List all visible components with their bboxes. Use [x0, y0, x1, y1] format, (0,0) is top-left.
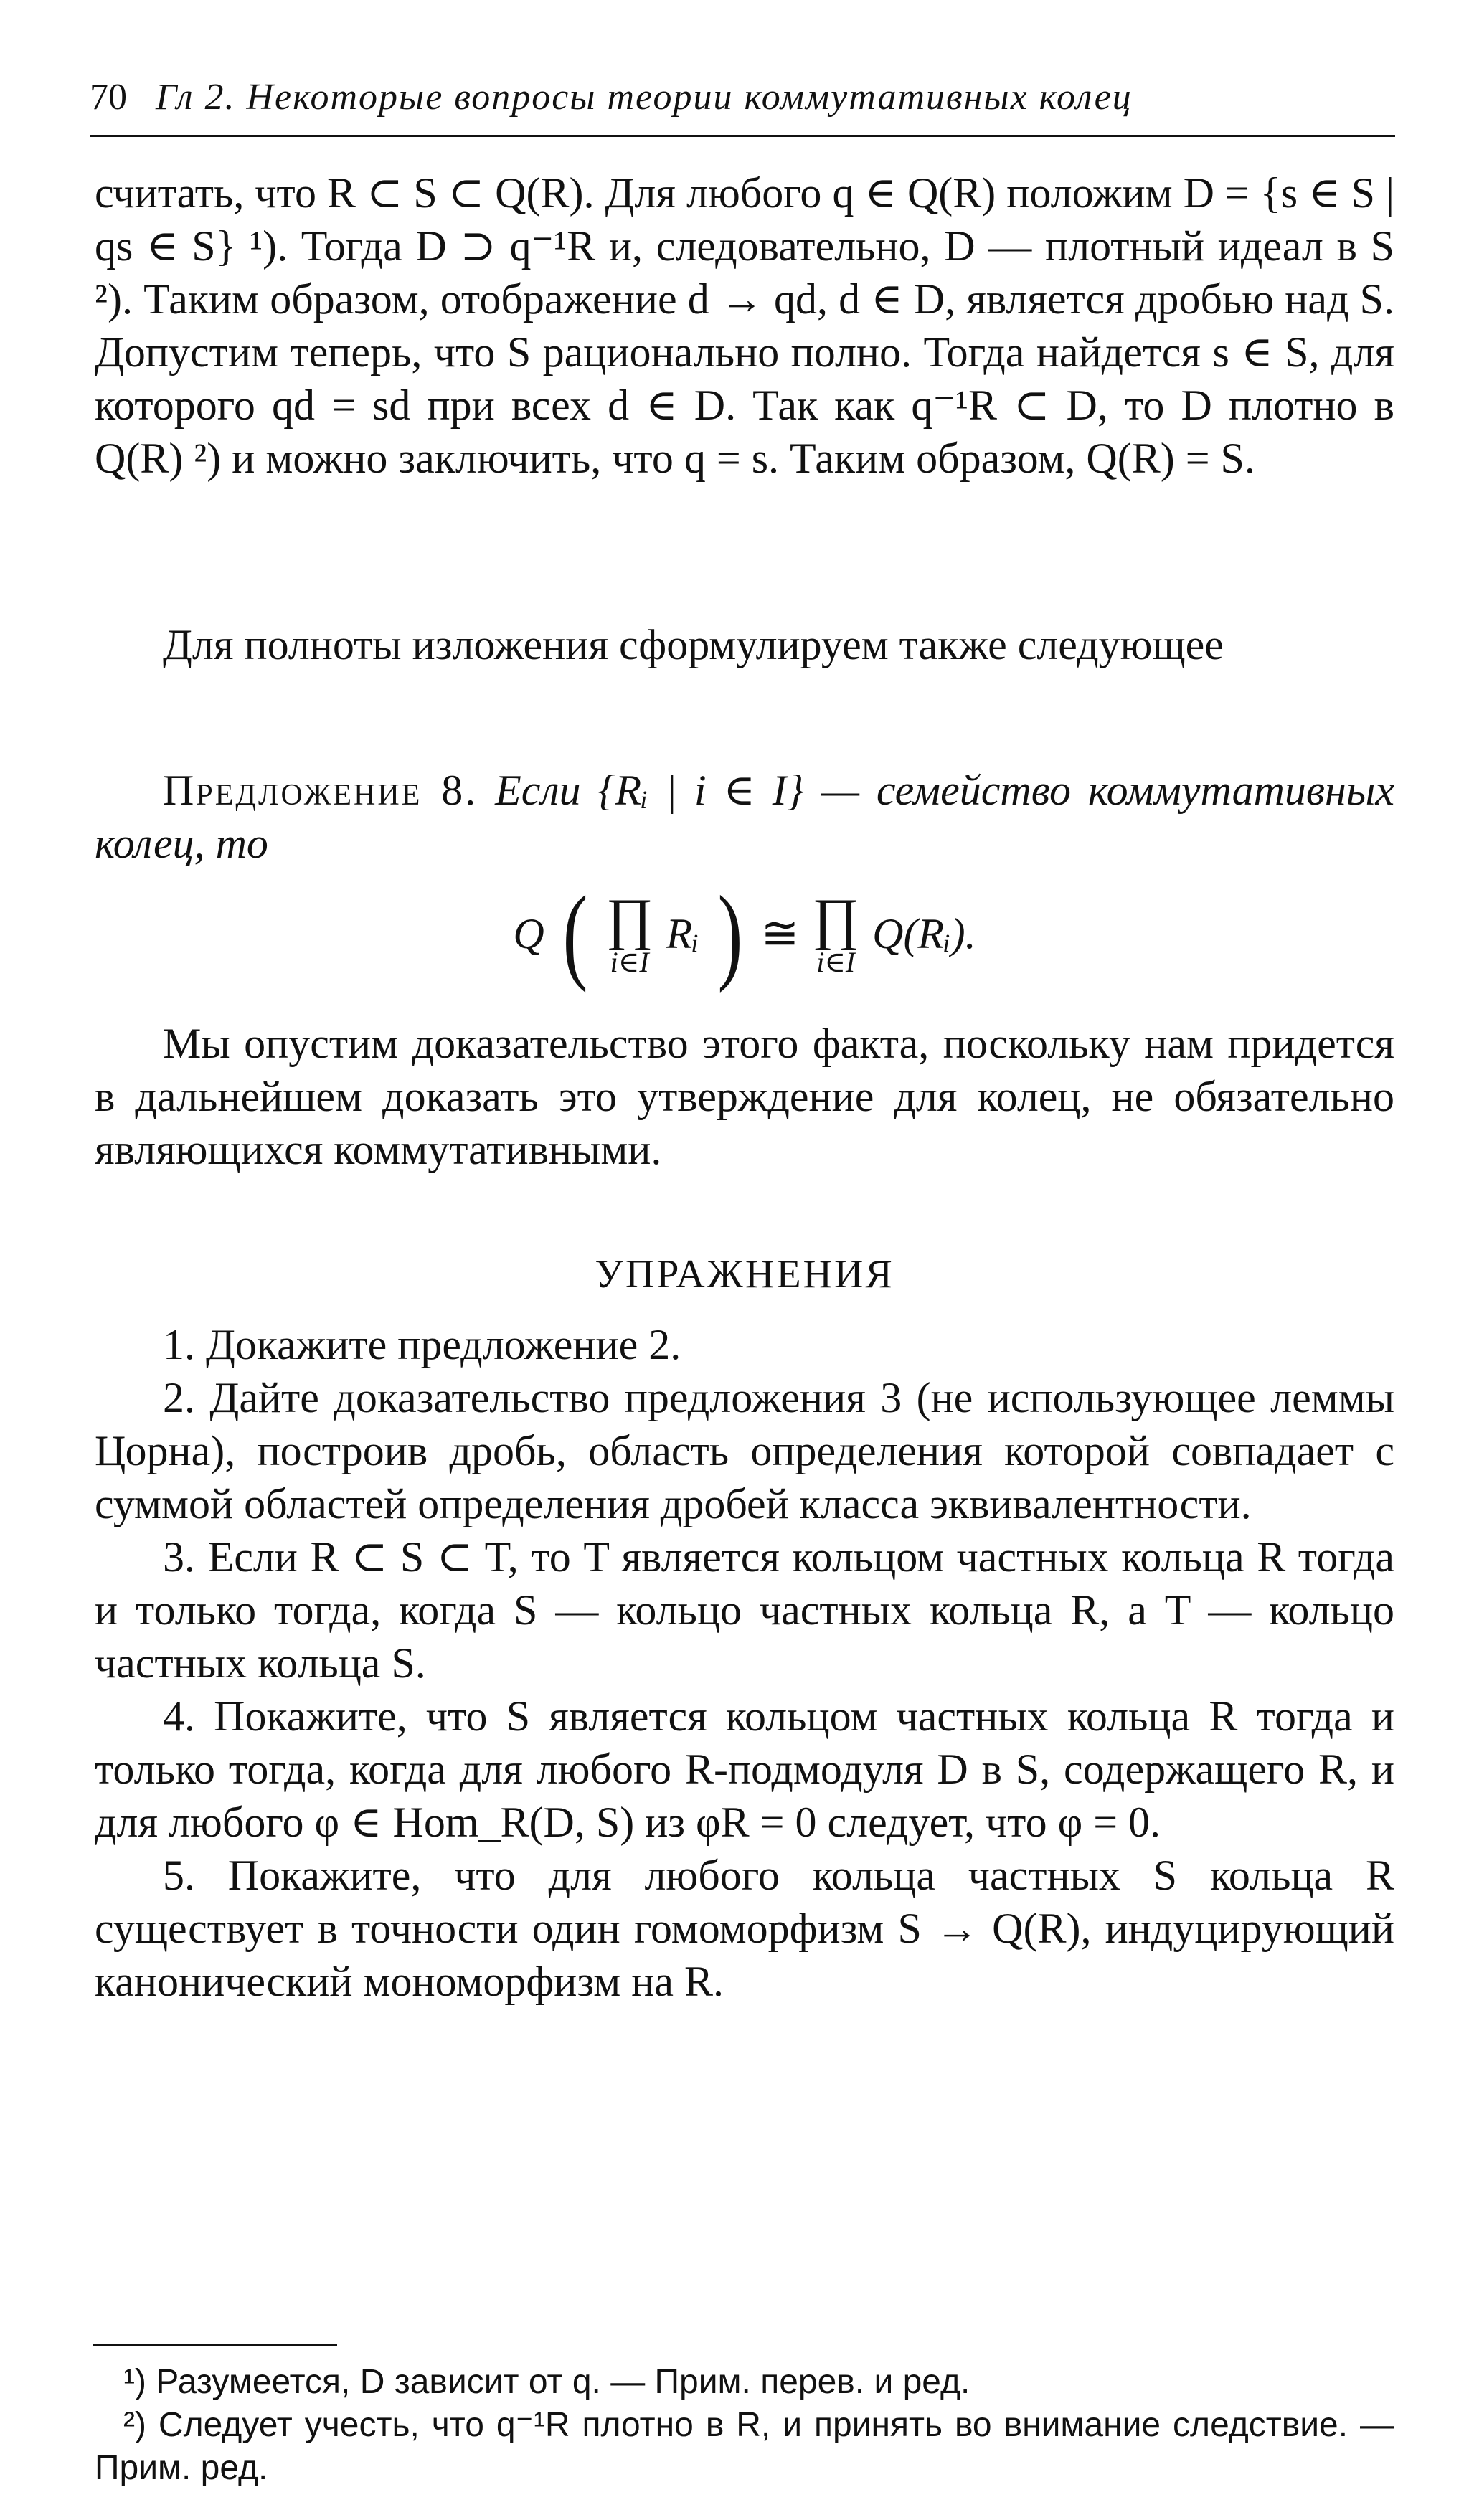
proposition-label: Предложение 8. — [163, 767, 478, 814]
proposition-statement — [95, 764, 1394, 870]
formula-block — [95, 871, 1394, 1008]
exercises-heading: УПРАЖНЕНИЯ — [595, 1252, 894, 1297]
page-number: 70 — [90, 77, 127, 118]
paragraph-1: считать, что R ⊂ S ⊂ Q(R). Для любого q ∈ Q(R) положим D = {s ∈ S | qs ∈ S} ¹). Тогда D ⊃ q⁻¹R и, следовательно, D — плотный идеал в S ²). Таким образом, отображение d → qd, d ∈ D, является дробью над S. Допустим теперь, что S рационально полно. Тогда найдется s ∈ S, для которого qd = sd при всех d ∈ D. Так как q⁻¹R ⊂ D, то D плотно в Q(R) ²) и можно заключить, что q = s. Таким образом, Q(R) = S. — [95, 169, 1394, 482]
product-right — [812, 888, 860, 978]
product-symbol-left: ∏ — [605, 888, 653, 951]
product-left — [605, 888, 653, 978]
running-header — [90, 75, 1395, 120]
footnotes — [95, 2361, 1394, 2490]
formula — [513, 874, 976, 993]
exercise-2: 2. Дайте доказательство предложения 3 (не использующее леммы Цорна), построив дробь, область определения которой совпадает с суммой областей определения дробей класса эквивалентности. — [95, 1374, 1394, 1527]
formula-factor: Rᵢ — [666, 910, 699, 957]
footnote-rule — [93, 2344, 337, 2346]
paragraph-2-block — [95, 618, 1394, 671]
exercise-5: 5. Покажите, что для любого кольца частных S кольца R существует в точности один гомоморфизм S → Q(R), индуцирующий канонический мономорфизм на R. — [95, 1852, 1394, 2005]
formula-q: Q — [513, 910, 544, 957]
proposition-text: Если {Rᵢ | i ∈ I} — семейство коммутативных колец, то — [95, 767, 1395, 867]
paragraph-3-block — [95, 1017, 1394, 1176]
product-index-left: i∈I — [610, 946, 649, 978]
exercises-heading-block — [95, 1248, 1394, 1301]
footnote-2: ²) Следует учесть, что q⁻¹R плотно в R, и принять во внимание следствие. — Прим. ред. — [95, 2406, 1394, 2487]
formula-rhs: Q(Rᵢ). — [872, 910, 976, 957]
footnote-1: ¹) Разумеется, D зависит от q. — Прим. перев. и ред. — [123, 2363, 970, 2401]
main-text — [95, 166, 1394, 485]
header-rule — [90, 135, 1395, 137]
paragraph-2: Для полноты изложения сформулируем также следующее — [163, 621, 1224, 668]
chapter-title: Гл 2. Некоторые вопросы теории коммутативных колец — [156, 77, 1133, 118]
product-symbol-right: ∏ — [812, 888, 860, 951]
right-paren: ) — [717, 874, 743, 993]
exercise-list — [95, 1318, 1394, 2008]
paragraph-3: Мы опустим доказательство этого факта, поскольку нам придется в дальнейшем доказать это утверждение для колец, не обязательно являющихся коммутативными. — [95, 1020, 1394, 1173]
congruence-symbol: ≅ — [760, 907, 800, 959]
exercise-4: 4. Покажите, что S является кольцом частных кольца R тогда и только тогда, когда для любого R-подмодуля D в S, содержащего R, и для любого φ ∈ Hom_R(D, S) из φR = 0 следует, что φ = 0. — [95, 1692, 1394, 1846]
product-index-right: i∈I — [816, 946, 856, 978]
exercise-3: 3. Если R ⊂ S ⊂ T, то T является кольцом частных кольца R тогда и только тогда, когда S — кольцо частных кольца R, а T — кольцо частных кольца S. — [95, 1533, 1394, 1687]
left-paren: ( — [562, 874, 588, 993]
proposition-8 — [95, 764, 1394, 870]
exercise-1: 1. Докажите предложение 2. — [163, 1321, 681, 1368]
